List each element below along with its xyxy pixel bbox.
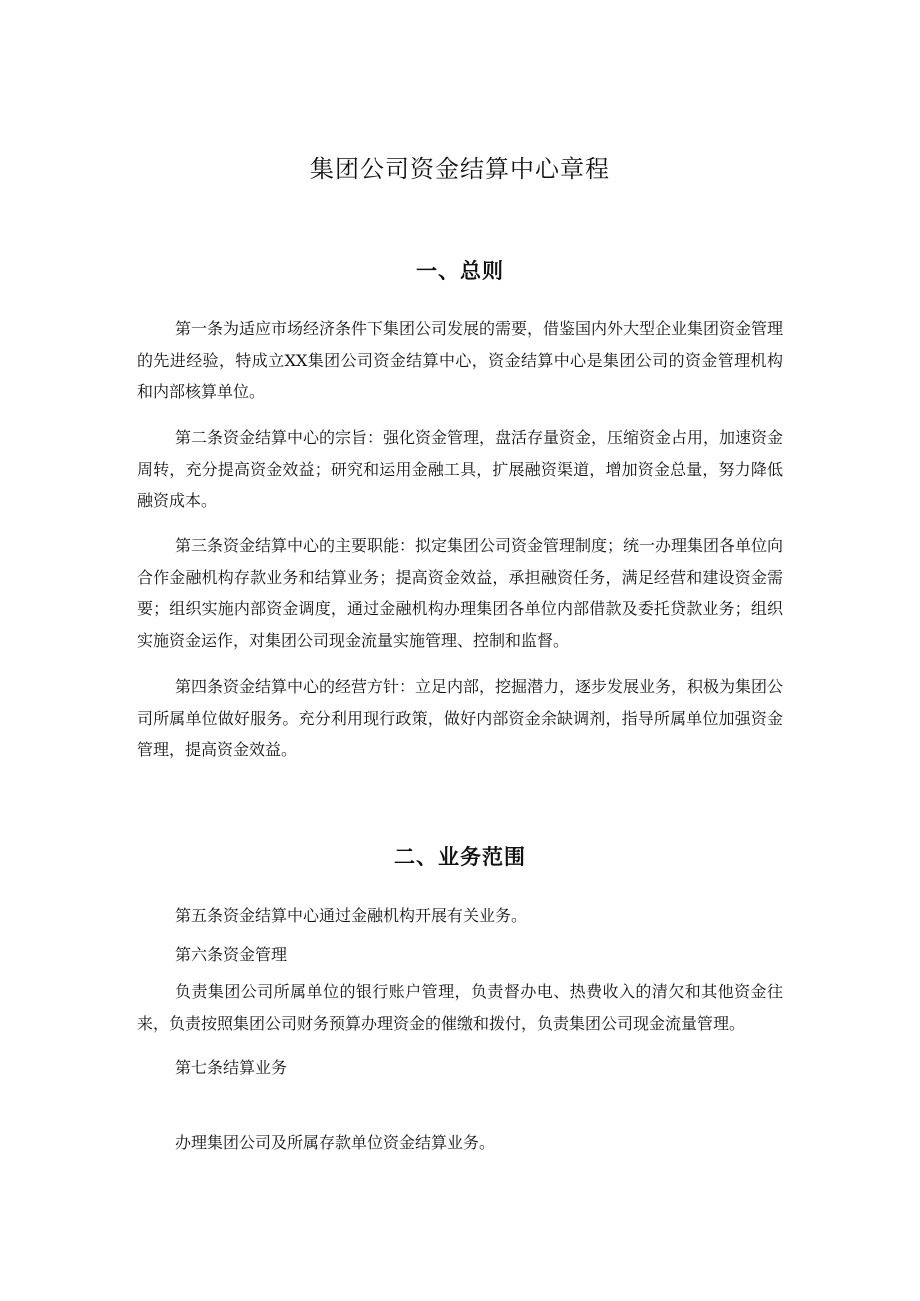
article-7-heading: 第七条结算业务 xyxy=(175,1058,288,1077)
section-heading-business-scope: 二、业务范围 xyxy=(394,845,526,869)
article-6-heading: 第六条资金管理 xyxy=(175,945,288,964)
article-4-paragraph: 第四条资金结算中心的经营方针：立足内部，挖掘潜力，逐步发展业务，积极为集团公司所属单位做好服务。充分利用现行政策，做好内部资金余缺调剂，指导所属单位加强资金管理，提高资金效益。 xyxy=(137,677,784,759)
article-1-paragraph: 第一条为适应市场经济条件下集团公司发展的需要，借鉴国内外大型企业集团资金管理的先进经验，特成立XX集团公司资金结算中心，资金结算中心是集团公司的资金管理机构和内部核算单位。 xyxy=(137,319,784,401)
article-3-paragraph: 第三条资金结算中心的主要职能：拟定集团公司资金管理制度；统一办理集团各单位向合作金融机构存款业务和结算业务；提高资金效益，承担融资任务，满足经营和建设资金需要；组织实施内部资金调度，通过金融机构办理集团各单位内部借款及委托贷款业务；组织实施资金运作，对集团公司现金流量实施管理、控制和监督。 xyxy=(137,536,784,650)
article-2-paragraph: 第二条资金结算中心的宗旨：强化资金管理，盘活存量资金，压缩资金占用，加速资金周转，充分提高资金效益；研究和运用金融工具，扩展融资渠道，增加资金总量，努力降低融资成本。 xyxy=(137,428,784,510)
document-title: 集团公司资金结算中心章程 xyxy=(310,155,610,183)
article-6-paragraph: 负责集团公司所属单位的银行账户管理，负责督办电、热费收入的清欠和其他资金往来，负责按照集团公司财务预算办理资金的催缴和拨付，负责集团公司现金流量管理。 xyxy=(137,982,783,1033)
article-7-paragraph: 办理集团公司及所属存款单位资金结算业务。 xyxy=(175,1133,496,1152)
article-5-paragraph: 第五条资金结算中心通过金融机构开展有关业务。 xyxy=(175,906,528,925)
section-heading-general: 一、总则 xyxy=(416,259,504,283)
